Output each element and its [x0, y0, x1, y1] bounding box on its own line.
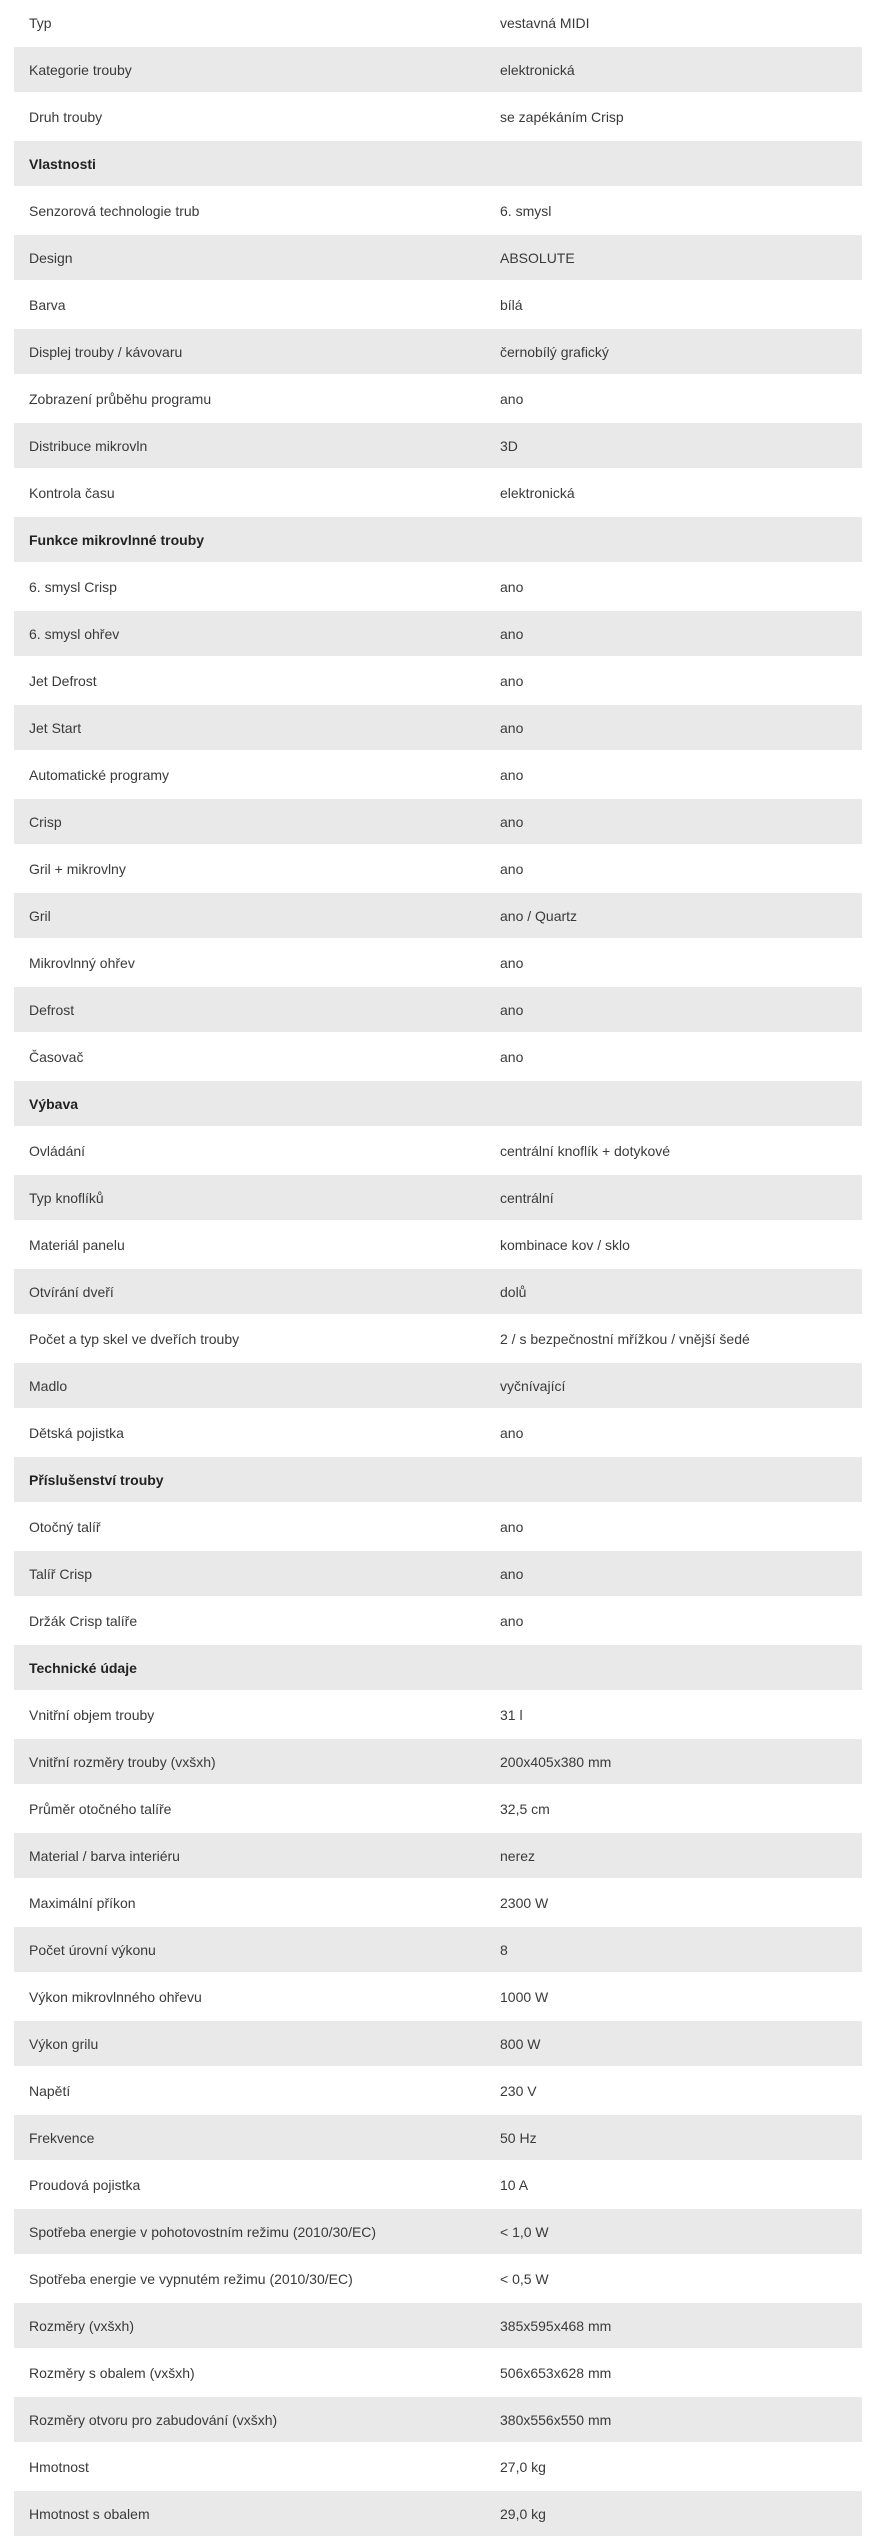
section-title: Funkce mikrovlnné trouby — [29, 531, 205, 548]
spec-label: Crisp — [29, 813, 62, 830]
spec-row — [14, 1974, 862, 2019]
spec-value: ano — [500, 578, 524, 595]
spec-label: 6. smysl Crisp — [29, 578, 117, 595]
spec-row — [14, 2491, 862, 2536]
spec-row — [14, 1833, 862, 1878]
spec-row — [14, 1551, 862, 1596]
spec-row — [14, 752, 862, 797]
spec-row — [14, 799, 862, 844]
spec-label: Výkon grilu — [29, 2035, 99, 2052]
spec-label: Materiál panelu — [29, 1236, 125, 1253]
spec-row — [14, 94, 862, 139]
spec-row — [14, 1692, 862, 1737]
spec-label: Kontrola času — [29, 484, 115, 501]
spec-label: Hmotnost — [29, 2458, 89, 2475]
spec-label: Defrost — [29, 1001, 75, 1018]
spec-label: Počet úrovní výkonu — [29, 1941, 156, 1958]
spec-row — [14, 188, 862, 233]
spec-value: ano — [500, 1001, 524, 1018]
spec-row — [14, 2350, 862, 2395]
spec-row — [14, 0, 862, 45]
spec-label: Druh trouby — [29, 108, 103, 125]
spec-value: 1000 W — [500, 1988, 549, 2005]
spec-value: ABSOLUTE — [500, 249, 575, 266]
spec-label: Otvírání dveří — [29, 1283, 114, 1300]
spec-value: 32,5 cm — [500, 1800, 550, 1817]
section-title: Příslušenství trouby — [29, 1471, 164, 1488]
spec-row — [14, 2397, 862, 2442]
section-header — [14, 1081, 862, 1126]
spec-label: Držák Crisp talíře — [29, 1612, 138, 1629]
spec-row — [14, 611, 862, 656]
spec-label: Gril — [29, 907, 51, 924]
spec-row — [14, 2115, 862, 2160]
spec-value: ano — [500, 1612, 524, 1629]
spec-label: Vnitřní rozměry trouby (vxšxh) — [29, 1753, 216, 1770]
spec-label: Typ knoflíků — [29, 1189, 104, 1206]
spec-value: ano — [500, 954, 524, 971]
spec-value: ano — [500, 1565, 524, 1582]
spec-row — [14, 2303, 862, 2348]
spec-value: černobílý grafický — [500, 343, 609, 360]
spec-label: Gril + mikrovlny — [29, 860, 126, 877]
spec-label: Senzorová technologie trub — [29, 202, 200, 219]
spec-label: Počet a typ skel ve dveřích trouby — [29, 1330, 240, 1347]
spec-label: Vnitřní objem trouby — [29, 1706, 155, 1723]
section-title: Vlastnosti — [29, 155, 96, 172]
spec-value: ano — [500, 390, 524, 407]
spec-label: Hmotnost s obalem — [29, 2505, 150, 2522]
spec-row — [14, 1175, 862, 1220]
spec-value: 8 — [500, 1941, 508, 1958]
section-header — [14, 1645, 862, 1690]
spec-label: Rozměry s obalem (vxšxh) — [29, 2364, 195, 2381]
spec-value: 3D — [500, 437, 518, 454]
spec-label: Napětí — [29, 2082, 71, 2099]
spec-value: 6. smysl — [500, 202, 552, 219]
spec-value: 29,0 kg — [500, 2505, 546, 2522]
spec-value: ano — [500, 672, 524, 689]
spec-value: vestavná MIDI — [500, 14, 590, 31]
spec-label: Proudová pojistka — [29, 2176, 141, 2193]
spec-label: Design — [29, 249, 73, 266]
spec-value: ano — [500, 860, 524, 877]
spec-value: elektronická — [500, 61, 575, 78]
spec-row — [14, 282, 862, 327]
spec-label: Rozměry (vxšxh) — [29, 2317, 135, 2334]
spec-value: 380x556x550 mm — [500, 2411, 612, 2428]
spec-row — [14, 1363, 862, 1408]
spec-value: bílá — [500, 296, 523, 313]
spec-value: ano / Quartz — [500, 907, 578, 924]
spec-row — [14, 658, 862, 703]
spec-label: Barva — [29, 296, 66, 313]
spec-row — [14, 47, 862, 92]
spec-row — [14, 1128, 862, 1173]
spec-label: Displej trouby / kávovaru — [29, 343, 183, 360]
spec-label: Maximální příkon — [29, 1894, 136, 1911]
spec-row — [14, 235, 862, 280]
spec-value: ano — [500, 719, 524, 736]
spec-row — [14, 1598, 862, 1643]
spec-value: ano — [500, 1048, 524, 1065]
spec-value: ano — [500, 766, 524, 783]
spec-label: 6. smysl ohřev — [29, 625, 120, 642]
spec-label: Průměr otočného talíře — [29, 1800, 172, 1817]
spec-row — [14, 2444, 862, 2489]
spec-label: Výkon mikrovlnného ohřevu — [29, 1988, 202, 2005]
spec-value: < 1,0 W — [500, 2223, 549, 2240]
spec-value: vyčnívající — [500, 1377, 566, 1394]
spec-value: 2 / s bezpečnostní mřížkou / vnější šedé — [500, 1330, 750, 1347]
spec-label: Talíř Crisp — [29, 1565, 93, 1582]
spec-value: 10 A — [500, 2176, 529, 2193]
spec-row — [14, 846, 862, 891]
section-header — [14, 141, 862, 186]
spec-value: kombinace kov / sklo — [500, 1236, 630, 1253]
spec-value: elektronická — [500, 484, 575, 501]
spec-row — [14, 1504, 862, 1549]
spec-label: Automatické programy — [29, 766, 170, 783]
spec-row — [14, 705, 862, 750]
spec-label: Rozměry otvoru pro zabudování (vxšxh) — [29, 2411, 278, 2428]
spec-value: 2300 W — [500, 1894, 549, 1911]
spec-row — [14, 564, 862, 609]
section-title: Technické údaje — [29, 1659, 137, 1676]
spec-value: 230 V — [500, 2082, 537, 2099]
spec-label: Kategorie trouby — [29, 61, 132, 78]
spec-label: Ovládání — [29, 1142, 86, 1159]
spec-row — [14, 1927, 862, 1972]
spec-row — [14, 1034, 862, 1079]
section-header — [14, 1457, 862, 1502]
spec-value: 800 W — [500, 2035, 541, 2052]
spec-label: Zobrazení průběhu programu — [29, 390, 212, 407]
spec-row — [14, 1739, 862, 1784]
spec-label: Mikrovlnný ohřev — [29, 954, 135, 971]
spec-table — [14, 0, 862, 2536]
spec-row — [14, 2068, 862, 2113]
spec-row — [14, 2256, 862, 2301]
spec-value: centrální knoflík + dotykové — [500, 1142, 671, 1159]
section-title: Výbava — [29, 1095, 79, 1112]
spec-row — [14, 1880, 862, 1925]
spec-label: Distribuce mikrovln — [29, 437, 148, 454]
spec-label: Material / barva interiéru — [29, 1847, 180, 1864]
spec-label: Dětská pojistka — [29, 1424, 124, 1441]
spec-label: Spotřeba energie ve vypnutém režimu (2010/30/EC) — [29, 2270, 353, 2287]
spec-value: ano — [500, 625, 524, 642]
spec-value: 506x653x628 mm — [500, 2364, 612, 2381]
spec-row — [14, 893, 862, 938]
spec-label: Typ — [29, 14, 52, 31]
spec-label: Madlo — [29, 1377, 68, 1394]
spec-row — [14, 1410, 862, 1455]
spec-label: Časovač — [29, 1048, 84, 1065]
spec-value: 200x405x380 mm — [500, 1753, 612, 1770]
spec-row — [14, 1316, 862, 1361]
spec-row — [14, 2209, 862, 2254]
spec-label: Spotřeba energie v pohotovostním režimu (2010/30/EC) — [29, 2223, 377, 2240]
spec-row — [14, 940, 862, 985]
spec-row — [14, 1222, 862, 1267]
spec-label: Otočný talíř — [29, 1518, 101, 1535]
spec-value: 50 Hz — [500, 2129, 537, 2146]
spec-row — [14, 987, 862, 1032]
spec-value: centrální — [500, 1189, 554, 1206]
spec-value: nerez — [500, 1847, 536, 1864]
spec-value: 385x595x468 mm — [500, 2317, 612, 2334]
spec-label: Frekvence — [29, 2129, 95, 2146]
spec-row — [14, 1786, 862, 1831]
spec-row — [14, 2021, 862, 2066]
spec-label: Jet Start — [29, 719, 82, 736]
spec-value: ano — [500, 1518, 524, 1535]
spec-value: dolů — [500, 1283, 527, 1300]
spec-row — [14, 470, 862, 515]
spec-row — [14, 1269, 862, 1314]
spec-row — [14, 423, 862, 468]
spec-value: 31 l — [500, 1706, 523, 1723]
spec-label: Jet Defrost — [29, 672, 97, 689]
section-header — [14, 517, 862, 562]
spec-value: se zapékáním Crisp — [500, 108, 624, 125]
spec-row — [14, 376, 862, 421]
spec-row — [14, 329, 862, 374]
spec-value: < 0,5 W — [500, 2270, 549, 2287]
spec-value: ano — [500, 1424, 524, 1441]
spec-row — [14, 2162, 862, 2207]
spec-value: 27,0 kg — [500, 2458, 546, 2475]
spec-value: ano — [500, 813, 524, 830]
